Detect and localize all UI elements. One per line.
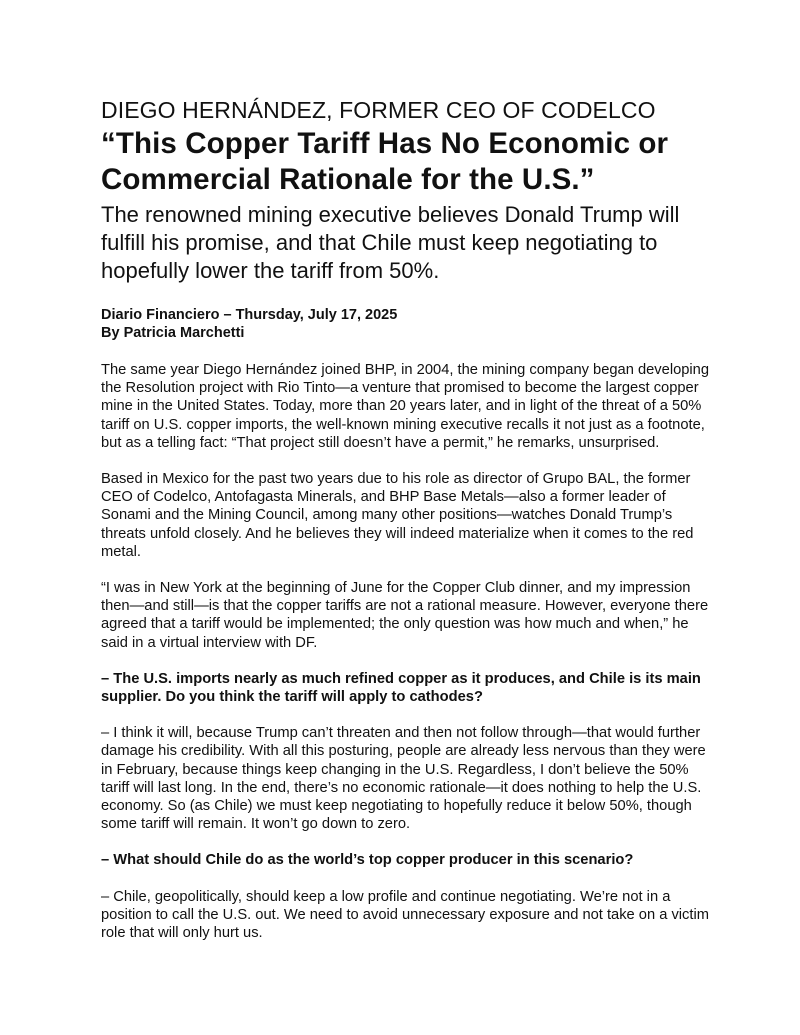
article — [101, 96, 711, 960]
author-line: By Patricia Marchetti — [101, 325, 245, 341]
paragraph: “I was in New York at the beginning of June for the Copper Club dinner, and my impression then—and still—is that the copper tariffs are not a rational measure. However, everyone there agreed that a tariff would be implemented; the only question was how much and when,” he said in a virtual interview with DF. — [101, 580, 709, 651]
interview-question: – The U.S. imports nearly as much refined copper as it produces, and Chile is its main supplier. Do you think the tariff will apply to cathodes? — [101, 670, 701, 706]
interview-answer: – I think it will, because Trump can’t threaten and then not follow through—that would further damage his credibility. With all this posturing, people are already less nervous than they were in February, because things keep changing in the U.S. Regardless, I don’t believe the 50% tariff will last long. In the end, there’s no economic rationale—it does nothing to help the U.S. economy. So (as Chile) we must keep negotiating to hopefully reduce it below 50%, though some tariff will remain. It won’t go down to zero. — [101, 725, 706, 833]
paragraph: Based in Mexico for the past two years due to his role as director of Grupo BAL, the former CEO of Codelco, Antofagasta Minerals, and BHP Base Metals—also a former leader of Sonami and the Mining Council, among many other positions—watches Donald Trump’s threats unfold closely. And he believes they will indeed materialize when it comes to the red metal. — [101, 471, 694, 560]
source-line: Diario Financiero – Thursday, July 17, 2025 — [101, 307, 398, 323]
interview-question: – What should Chile do as the world’s top copper producer in this scenario? — [101, 852, 634, 869]
qa-item — [101, 851, 711, 942]
interview-answer: – Chile, geopolitically, should keep a low profile and continue negotiating. We’re not in a position to call the U.S. out. We need to avoid unnecessary exposure and not take on a victim role that will only hurt us. — [101, 888, 709, 942]
article-dek: The renowned mining executive believes Donald Trump will fulfill his promise, and that Chile must keep negotiating to hopefully lower the tariff from 50%. — [101, 202, 680, 283]
paragraph: The same year Diego Hernández joined BHP, in 2004, the mining company began developing the Resolution project with Rio Tinto—a venture that promised to become the largest copper mine in the United States. Today, more than 20 years later, and in light of the threat of a 50% tariff on U.S. copper imports, the well-known mining executive recalls it not just as a footnote, but as a telling fact: “That project still doesn’t have a permit,” he remarks, unsurprised. — [101, 362, 710, 451]
article-kicker: DIEGO HERNÁNDEZ, FORMER CEO OF CODELCO — [101, 97, 656, 123]
article-body — [101, 361, 711, 942]
article-headline: “This Copper Tariff Has No Economic or Commercial Rationale for the U.S.” — [101, 127, 669, 196]
byline — [101, 306, 711, 342]
qa-item — [101, 670, 711, 834]
